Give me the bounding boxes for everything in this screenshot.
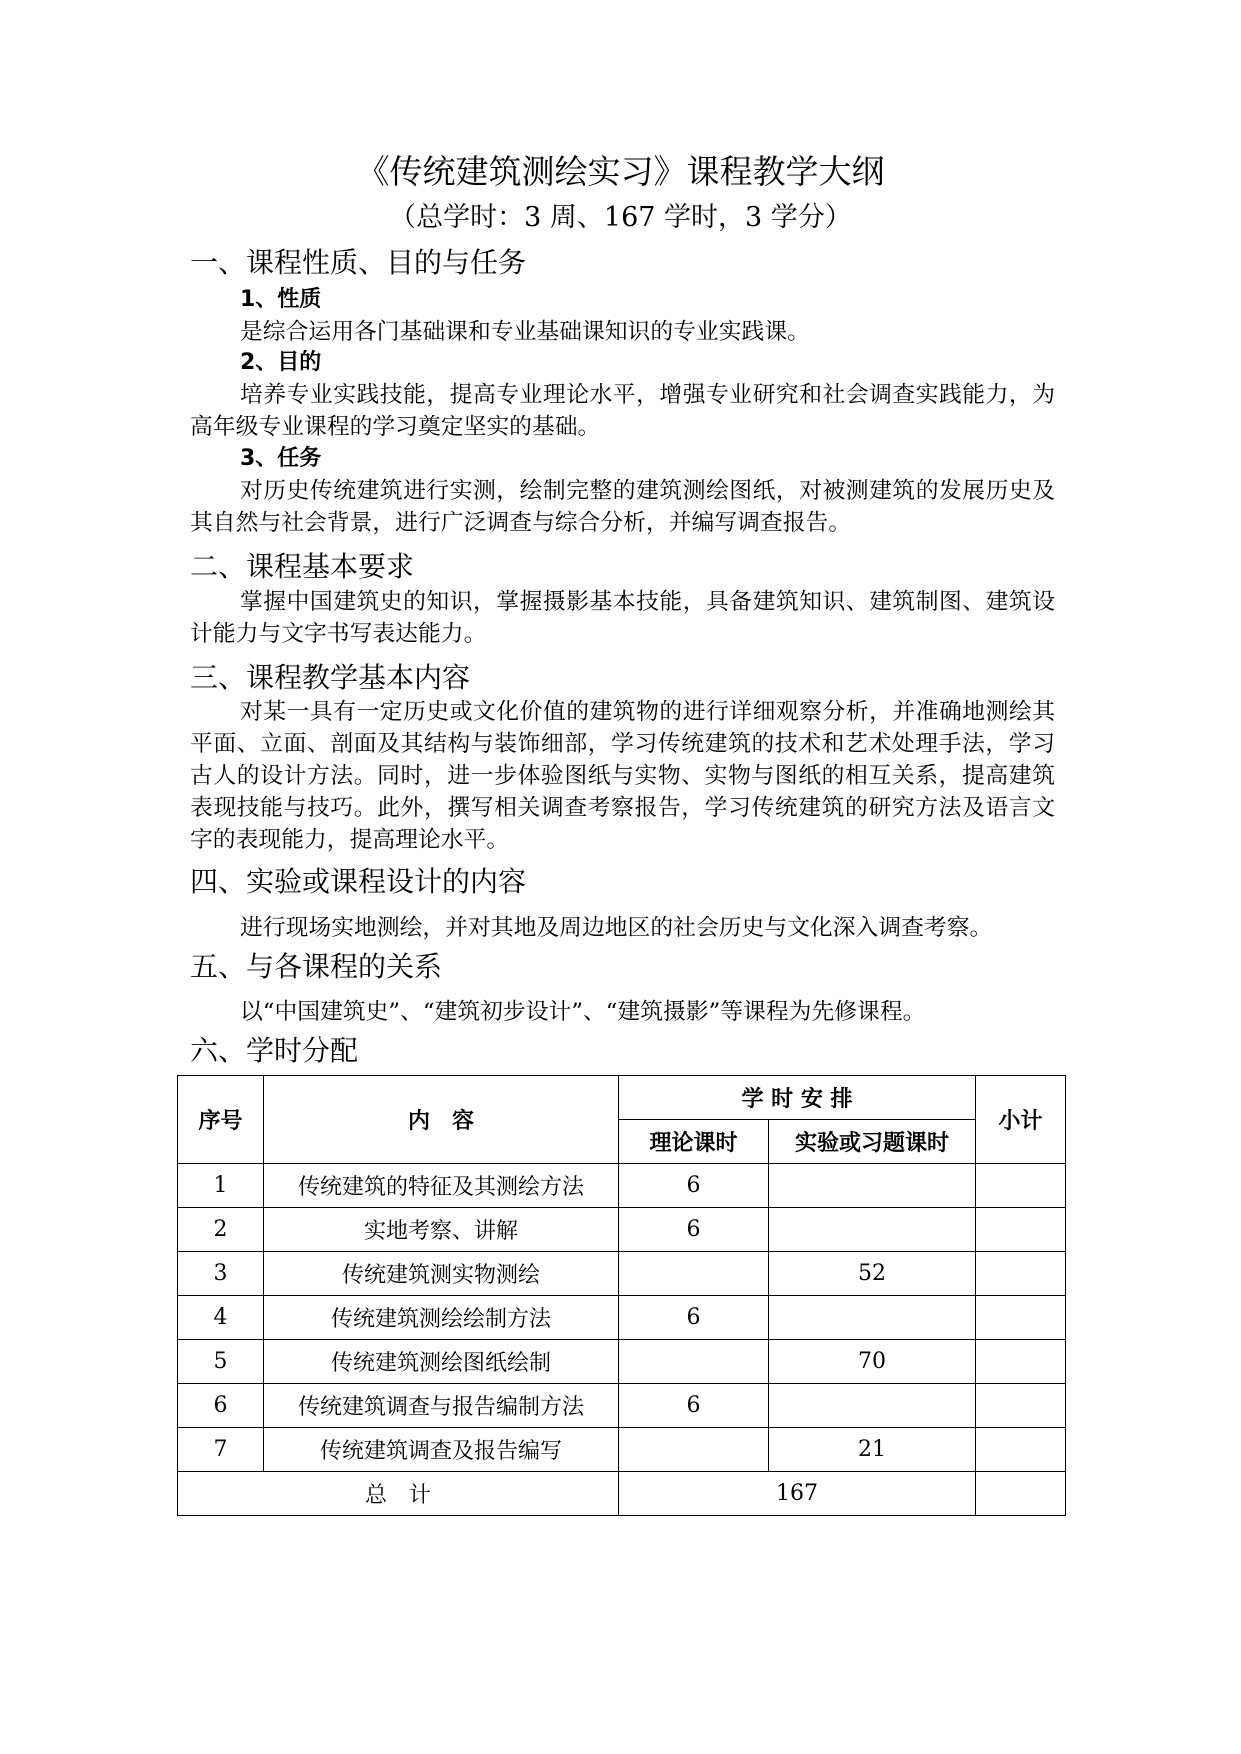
cell-lab [769,1208,976,1252]
section-heading-3: 三、课程教学基本内容 [190,661,471,694]
header-seq: 序号 [178,1076,264,1164]
table-row [178,1252,1066,1296]
table-row [178,1208,1066,1252]
cell-content: 传统建筑测绘图纸绘制 [264,1340,619,1384]
total-subtotal [976,1472,1066,1516]
total-label: 总 计 [178,1472,619,1516]
paragraph-relations: 以“中国建筑史”、“建筑初步设计”、“建筑摄影”等课程为先修课程。 [240,999,926,1025]
cell-content: 传统建筑的特征及其测绘方法 [264,1164,619,1208]
cell-theory: 6 [619,1164,769,1208]
section-heading-2: 二、课程基本要求 [190,550,415,583]
cell-theory: 6 [619,1384,769,1428]
cell-subtotal [976,1384,1066,1428]
cell-subtotal [976,1252,1066,1296]
total-value: 167 [619,1472,976,1516]
cell-subtotal [976,1296,1066,1340]
cell-content: 传统建筑测实物测绘 [264,1252,619,1296]
cell-theory [619,1252,769,1296]
cell-subtotal [976,1428,1066,1472]
cell-seq: 1 [178,1164,264,1208]
section-heading-1: 一、课程性质、目的与任务 [190,246,527,279]
table-row [178,1164,1066,1208]
hours-table [177,1075,1066,1516]
table-header-row [178,1076,1066,1120]
paragraph-requirements: 掌握中国建筑史的知识，掌握摄影基本技能，具备建筑知识、建筑制图、建筑设计能力与文字书写表达能力。 [190,589,1055,647]
document-subtitle: （总学时：3 周、167 学时，3 学分） [389,202,852,233]
table-row [178,1340,1066,1384]
cell-lab: 52 [769,1252,976,1296]
cell-seq: 7 [178,1428,264,1472]
cell-subtotal [976,1164,1066,1208]
cell-subtotal [976,1208,1066,1252]
paragraph-experiment: 进行现场实地测绘，并对其地及周边地区的社会历史与文化深入调查考察。 [240,915,993,941]
table-row [178,1384,1066,1428]
cell-seq: 6 [178,1384,264,1428]
cell-lab: 21 [769,1428,976,1472]
cell-theory: 6 [619,1208,769,1252]
document-title: 《传统建筑测绘实习》课程教学大纲 [356,152,885,191]
subheading-nature: 1、性质 [240,287,322,312]
cell-content: 传统建筑调查与报告编制方法 [264,1384,619,1428]
header-schedule: 学 时 安 排 [619,1076,976,1120]
cell-seq: 2 [178,1208,264,1252]
cell-lab [769,1384,976,1428]
subheading-task: 3、任务 [240,446,322,471]
section-heading-6: 六、学时分配 [190,1034,359,1067]
cell-content: 实地考察、讲解 [264,1208,619,1252]
paragraph-task: 对历史传统建筑进行实测，绘制完整的建筑测绘图纸，对被测建筑的发展历史及其自然与社会背景，进行广泛调查与综合分析，并编写调查报告。 [190,478,1055,536]
header-content: 内 容 [264,1076,619,1164]
cell-content: 传统建筑测绘绘制方法 [264,1296,619,1340]
section-heading-4: 四、实验或课程设计的内容 [190,865,527,898]
header-subtotal: 小计 [976,1076,1066,1164]
paragraph-purpose: 培养专业实践技能，提高专业理论水平，增强专业研究和社会调查实践能力，为高年级专业课程的学习奠定坚实的基础。 [190,382,1055,440]
cell-theory: 6 [619,1296,769,1340]
paragraph-content: 对某一具有一定历史或文化价值的建筑物的进行详细观察分析，并准确地测绘其平面、立面、剖面及其结构与装饰细部，学习传统建筑的技术和艺术处理手法，学习古人的设计方法。同时，进一步体验图纸与实物、实物与图纸的相互关系，提高建筑表现技能与技巧。此外，撰写相关调查考察报告，学习传统建筑的研究方法及语言文字的表现能力，提高理论水平。 [190,699,1055,853]
header-theory: 理论课时 [619,1120,769,1164]
table-total-row [178,1472,1066,1516]
section-heading-5: 五、与各课程的关系 [190,950,443,983]
table-row [178,1428,1066,1472]
cell-seq: 4 [178,1296,264,1340]
cell-seq: 5 [178,1340,264,1384]
cell-theory [619,1340,769,1384]
cell-subtotal [976,1340,1066,1384]
cell-lab [769,1296,976,1340]
cell-theory [619,1428,769,1472]
table-row [178,1296,1066,1340]
header-lab: 实验或习题课时 [769,1120,976,1164]
subheading-purpose: 2、目的 [240,350,322,375]
cell-lab: 70 [769,1340,976,1384]
paragraph-nature: 是综合运用各门基础课和专业基础课知识的专业实践课。 [240,319,810,345]
cell-lab [769,1164,976,1208]
cell-seq: 3 [178,1252,264,1296]
cell-content: 传统建筑调查及报告编写 [264,1428,619,1472]
